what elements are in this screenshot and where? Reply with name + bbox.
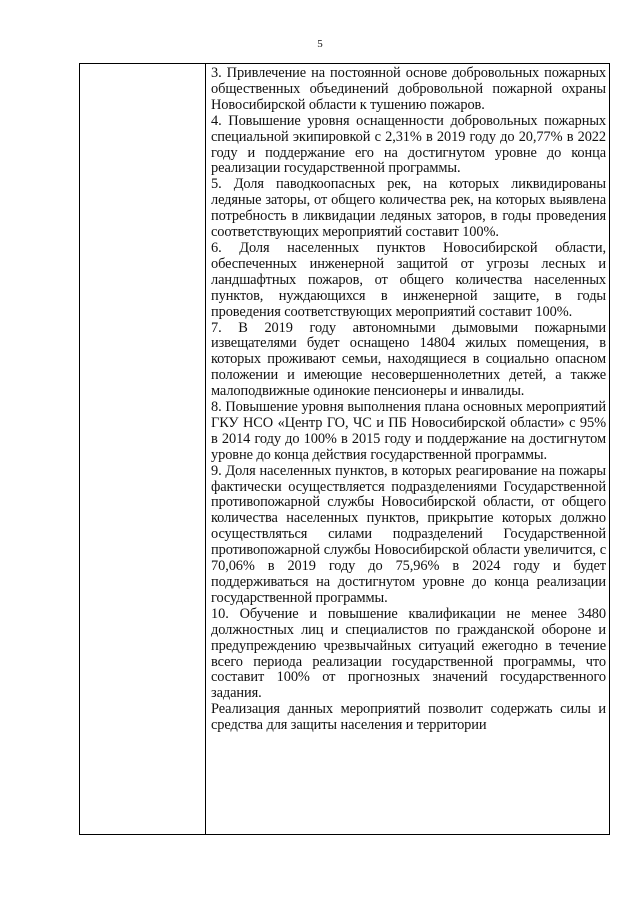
paragraph-item-3: 3. Привлечение на постоянной основе добровольных пожарных общественных объединений добровольной пожарной охраны Новосибирской области к тушению пожаров. xyxy=(211,65,606,113)
table-row xyxy=(80,64,610,835)
page-number: 5 xyxy=(317,38,323,50)
paragraph-item-7: 7. В 2019 году автономными дымовыми пожарными извещателями будет оснащено 14804 жилых помещения, в которых проживают семьи, находящиеся в социально опасном положении и имеющие несовершеннолетних детей, а также малоподвижные одинокие пенсионеры и инвалиды. xyxy=(211,319,606,400)
paragraph-item-4: 4. Повышение уровня оснащенности добровольных пожарных специальной экипировкой с 2,31% в 2019 году до 20,77% в 2022 году и поддержание его на достигнутом уровне до конца реализации государственной программы. xyxy=(211,112,606,177)
paragraph-item-10: 10. Обучение и повышение квалификации не менее 3480 должностных лиц и специалистов по гражданской обороне и предупреждению чрезвычайных ситуаций ежегодно в течение всего периода реализации государственной программы, что составит 100% от прогнозных значений государственного задания. xyxy=(211,605,606,702)
paragraph-conclusion: Реализация данных мероприятий позволит содержать силы и средства для защиты населения и территории xyxy=(211,701,606,734)
paragraph-item-9: 9. Доля населенных пунктов, в которых реагирование на пожары фактически осуществляется подразделениями Государственной противопожарной службы Новосибирской области, от общего количества населенных пунктов, прикрытие которых должно осуществляться силами подразделений Государственной противопожарной службы Новосибирской области увеличится, с 70,06% в 2019 году до 75,96% в 2024 году и будет поддерживаться на достигнутом уровне до конца реализации государственной программы. xyxy=(211,462,606,606)
paragraph-item-8: 8. Повышение уровня выполнения плана основных мероприятий ГКУ НСО «Центр ГО, ЧС и ПБ Новосибирской области» с 95% в 2014 году до 100% в 2015 году и поддержание на достигнутом уровне до конца действия государственной программы. xyxy=(211,399,606,463)
paragraph-item-6: 6. Доля населенных пунктов Новосибирской области, обеспеченных инженерной защитой от угрозы лесных и ландшафтных пожаров, от общего количества населенных пунктов, нуждающихся в инженерной защите, в годы проведения соответствующих мероприятий составит 100%. xyxy=(211,239,606,320)
table-cell-content xyxy=(206,64,610,835)
document-table xyxy=(79,63,610,835)
table-cell-left xyxy=(80,64,206,835)
paragraph-item-5: 5. Доля паводкоопасных рек, на которых ликвидированы ледяные заторы, от общего количества рек, на которых выявлена потребность в ликвидации ледяных заторов, в годы проведения соответствующих мероприятий составит 100%. xyxy=(211,176,606,241)
